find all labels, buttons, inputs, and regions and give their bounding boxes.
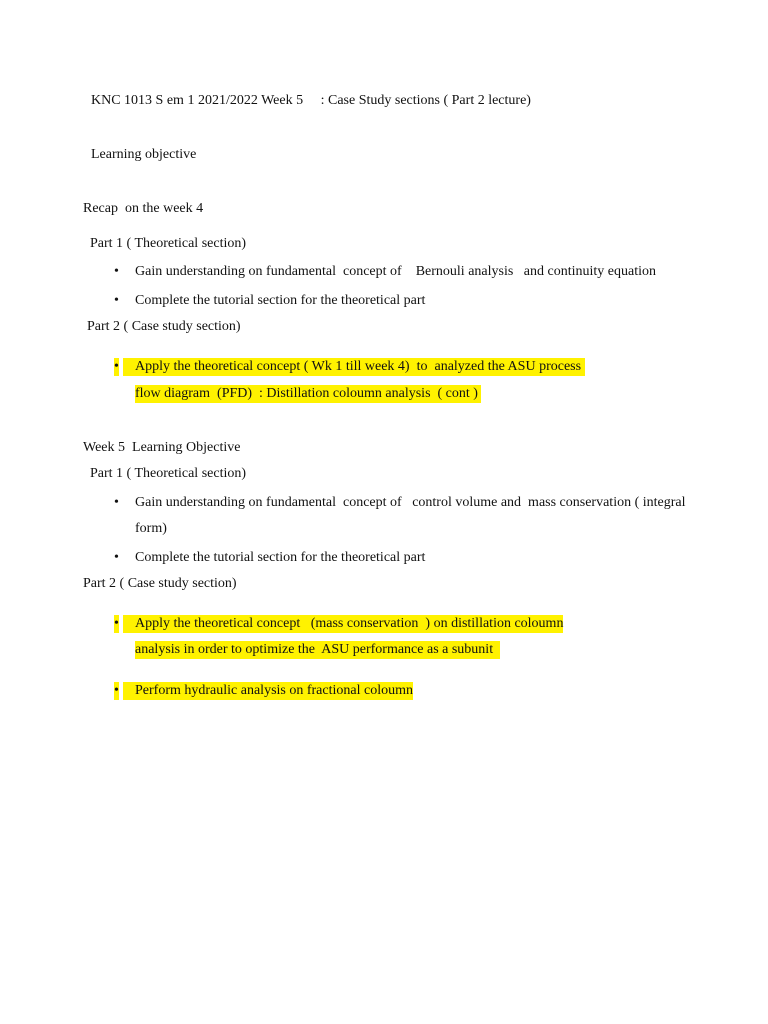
bullet-icon: • bbox=[114, 616, 119, 631]
bullet-icon: • bbox=[114, 495, 119, 510]
week5-part2-item-2: Perform hydraulic analysis on fractional coloumn bbox=[123, 682, 413, 700]
week5-part1-item-2: Complete the tutorial section for the theoretical part bbox=[135, 550, 426, 565]
learning-objective-heading: Learning objective bbox=[91, 147, 197, 162]
recap-part1-heading: Part 1 ( Theoretical section) bbox=[90, 236, 247, 251]
week5-part2-heading: Part 2 ( Case study section) bbox=[83, 576, 237, 591]
recap-part1-item-2: Complete the tutorial section for the theoretical part bbox=[135, 293, 426, 308]
recap-part1-item-1: Gain understanding on fundamental concept of Bernouli analysis and continuity equation bbox=[135, 264, 656, 279]
bullet-icon: • bbox=[114, 550, 119, 565]
recap-part2-item-1-line2: flow diagram (PFD) : Distillation coloumn analysis ( cont ) bbox=[135, 386, 482, 401]
recap-heading: Recap on the week 4 bbox=[83, 201, 204, 216]
week5-part2-item-1-line2: analysis in order to optimize the ASU performance as a subunit bbox=[135, 642, 501, 657]
document-title: KNC 1013 S em 1 2021/2022 Week 5 : Case Study sections ( Part 2 lecture) bbox=[91, 93, 531, 108]
recap-part2-item-1-line1: Apply the theoretical concept ( Wk 1 till week 4) to analyzed the ASU process bbox=[123, 358, 585, 376]
week5-heading: Week 5 Learning Objective bbox=[83, 440, 241, 455]
bullet-icon: • bbox=[114, 359, 119, 374]
week5-part1-heading: Part 1 ( Theoretical section) bbox=[90, 466, 247, 481]
bullet-icon: • bbox=[114, 264, 119, 279]
week5-part1-item-1-line1: Gain understanding on fundamental concept of control volume and mass conservation ( integral bbox=[135, 495, 686, 510]
bullet-icon: • bbox=[114, 683, 119, 698]
recap-part2-heading: Part 2 ( Case study section) bbox=[87, 319, 241, 334]
week5-part1-item-1-line2: form) bbox=[135, 521, 167, 536]
week5-part2-item-1-line1: Apply the theoretical concept (mass conservation ) on distillation coloumn bbox=[123, 615, 563, 633]
bullet-icon: • bbox=[114, 293, 119, 308]
